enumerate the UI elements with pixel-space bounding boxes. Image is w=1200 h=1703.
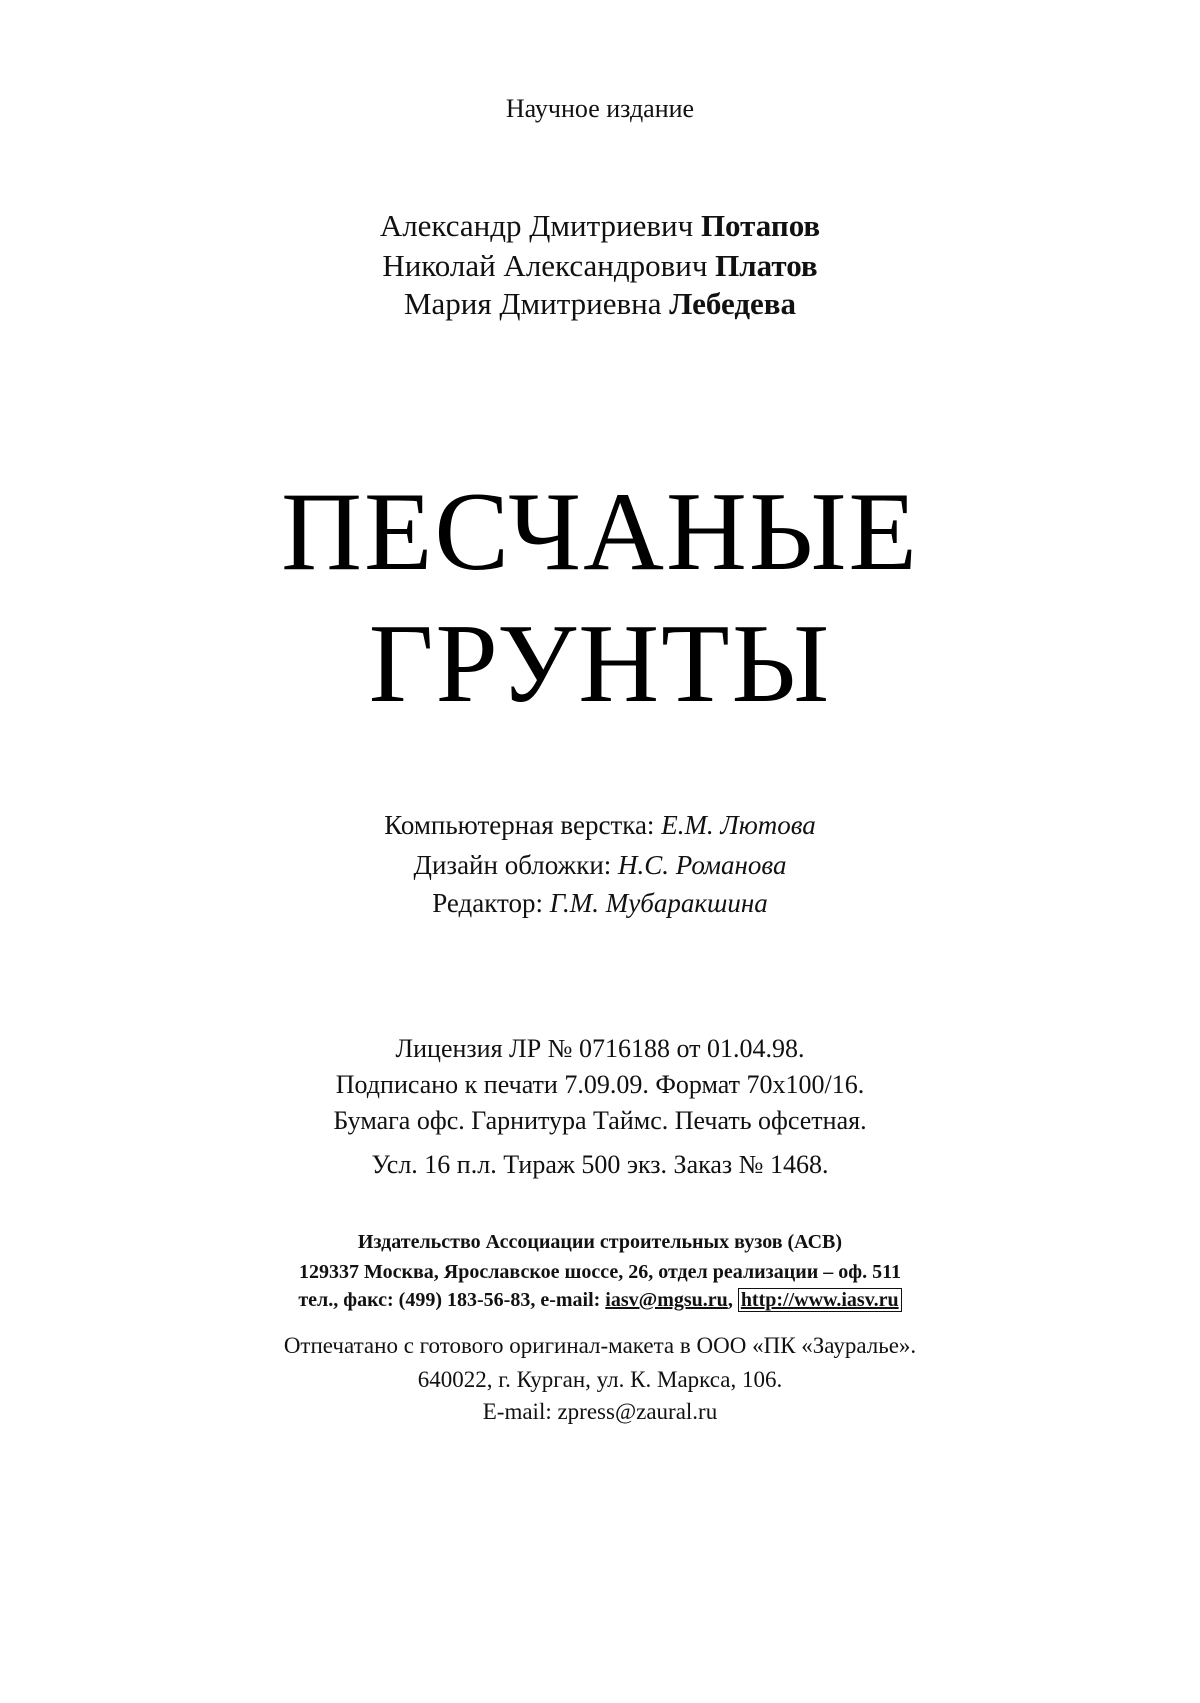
credit-editor-name: Г.М. Мубаракшина <box>549 888 768 918</box>
imprint-paper: Бумага офс. Гарнитура Таймс. Печать офсетная. <box>333 1106 867 1135</box>
imprint-signed: Подписано к печати 7.09.09. Формат 70x100/16. <box>335 1070 865 1099</box>
author-1-surname: Потапов <box>700 208 821 243</box>
book-title-line-1: ПЕСЧАНЫЕ <box>281 470 919 594</box>
publisher-address: 129337 Москва, Ярославское шоссе, 26, отдел реализации – оф. 511 <box>298 1261 902 1283</box>
credit-cover-role: Дизайн обложки: <box>413 850 612 880</box>
credit-editor <box>0 890 1200 917</box>
author-1-given: Александр Дмитриевич <box>379 208 694 243</box>
imprint-license: Лицензия ЛР № 0716188 от 01.04.98. <box>395 1034 805 1063</box>
publisher-contacts-separator: , <box>727 1289 733 1311</box>
publisher-name: Издательство Ассоциации строительных вузов (АСВ) <box>357 1231 843 1253</box>
author-2-given: Николай Александрович <box>382 248 708 283</box>
author-2-surname: Платов <box>715 248 818 283</box>
publisher-email-link[interactable]: iasv@mgsu.ru <box>605 1289 728 1311</box>
credit-layout-role: Компьютерная верстка: <box>384 810 655 840</box>
imprint-print-run: Усл. 16 п.л. Тираж 500 экз. Заказ № 1468. <box>371 1150 829 1179</box>
book-title-line-2: ГРУНТЫ <box>368 602 832 726</box>
author-3 <box>0 288 1200 319</box>
printer-line-1: Отпечатано с готового оригинал-макета в ООО «ПК «Зауралье». <box>283 1333 917 1358</box>
publisher-contacts-prefix: тел., факс: (499) 183-56-83, e-mail: <box>298 1289 601 1311</box>
author-3-surname: Лебедева <box>669 286 797 321</box>
credit-layout <box>0 812 1200 839</box>
author-2 <box>0 250 1200 281</box>
edition-type: Научное издание <box>505 94 695 123</box>
credit-cover-design <box>0 852 1200 879</box>
printer-address: 640022, г. Курган, ул. К. Маркса, 106. <box>417 1367 783 1392</box>
author-3-given: Мария Дмитриевна <box>403 286 662 321</box>
credit-layout-name: Е.М. Лютова <box>661 810 816 840</box>
publisher-contacts <box>0 1290 1200 1310</box>
author-1 <box>0 210 1200 241</box>
printer-email: E-mail: zpress@zaural.ru <box>482 1399 718 1424</box>
credit-cover-name: Н.С. Романова <box>618 850 787 880</box>
credit-editor-role: Редактор: <box>432 888 543 918</box>
publisher-web-link[interactable]: http://www.iasv.ru <box>738 1288 902 1312</box>
